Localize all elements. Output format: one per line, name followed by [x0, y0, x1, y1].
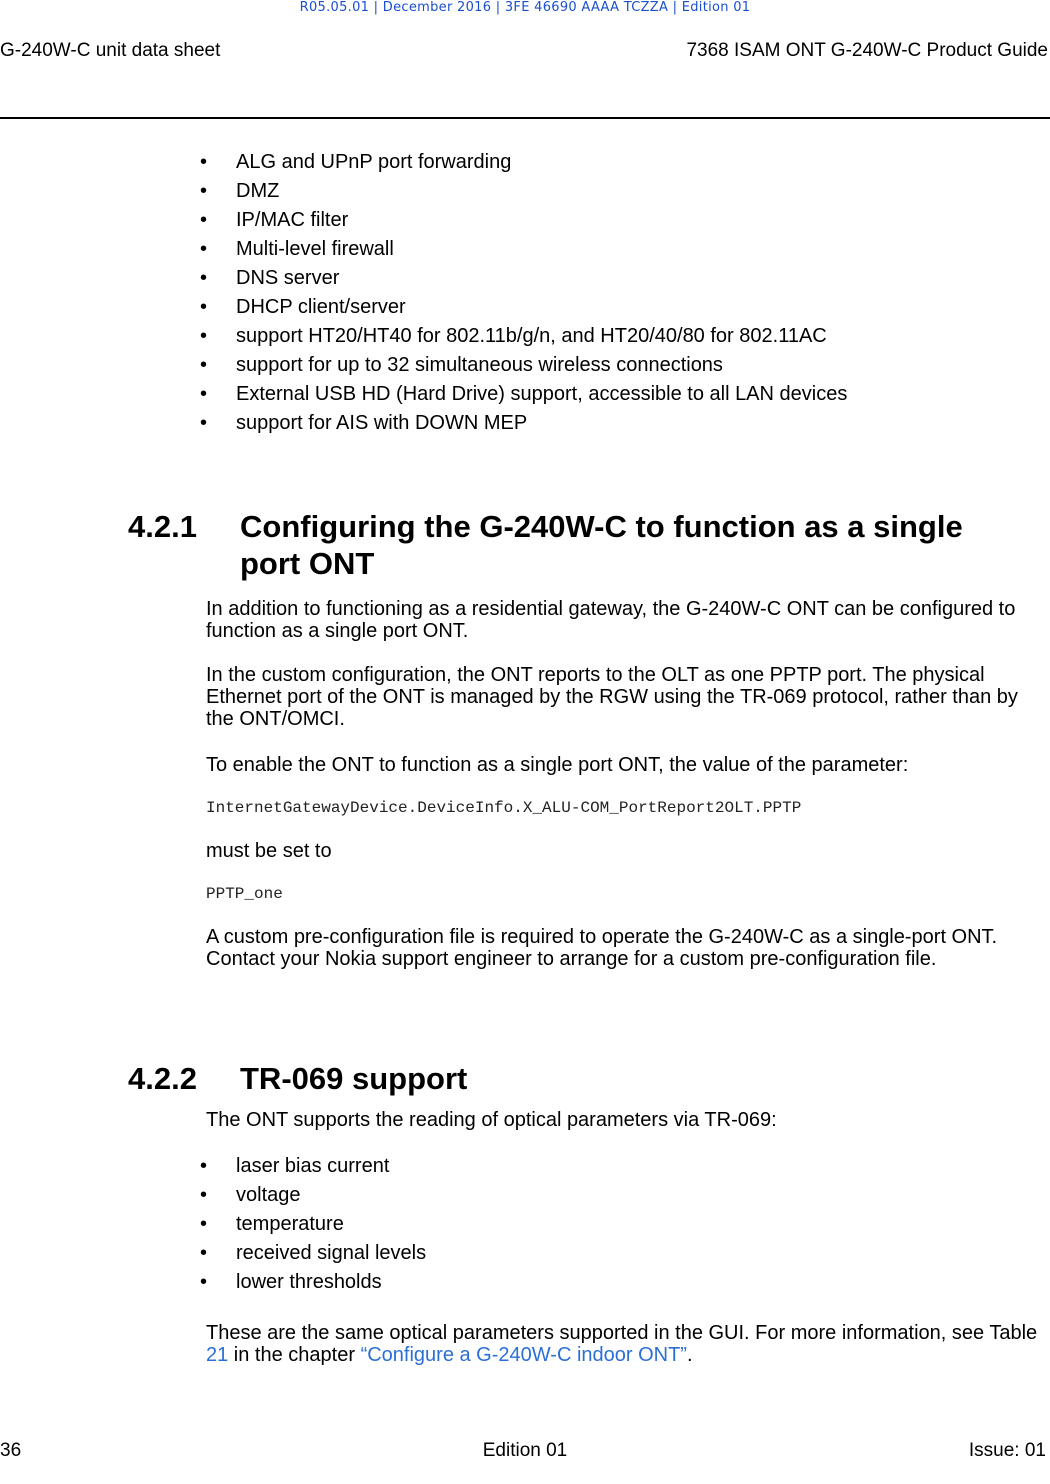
- paragraph: In the custom configuration, the ONT reports to the OLT as one PPTP port. The physical Ethernet port of the ONT is managed by the RGW using the TR-069 protocol, rather than by the ONT/OMCI.: [206, 664, 1018, 730]
- section-number: 4.2.2: [128, 1061, 197, 1096]
- list-item: • temperature: [200, 1210, 1040, 1239]
- list-item: • support for AIS with DOWN MEP: [200, 409, 1040, 438]
- section-heading-number: 4.2.1: [128, 509, 197, 544]
- header-right-title: 7368 ISAM ONT G-240W-C Product Guide: [686, 40, 1048, 61]
- section-heading: [128, 1060, 467, 1097]
- list-item: • lower thresholds: [200, 1268, 1040, 1297]
- list-item: • ALG and UPnP port forwarding: [200, 148, 1040, 177]
- section-title: TR-069 support: [240, 1061, 468, 1096]
- header-left-title: G-240W-C unit data sheet: [0, 40, 221, 61]
- paragraph: A custom pre-configuration file is required to operate the G-240W-C as a single-port ONT. Contact your Nokia support engineer to arrange for a custom pre-configuration file.: [206, 926, 998, 970]
- paragraph: In addition to functioning as a residential gateway, the G-240W-C ONT can be configured to function as a single port ONT.: [206, 598, 1016, 642]
- bullet-icon: •: [200, 1184, 208, 1206]
- paragraph: The ONT supports the reading of optical parameters via TR-069:: [206, 1109, 777, 1131]
- paragraph: must be set to: [206, 840, 332, 862]
- bullet-icon: •: [200, 1155, 208, 1177]
- bullet-icon: •: [200, 180, 208, 202]
- paragraph: To enable the ONT to function as a single port ONT, the value of the parameter:: [206, 754, 909, 776]
- list-item: • support for up to 32 simultaneous wireless connections: [200, 351, 1040, 380]
- list-item: • DMZ: [200, 177, 1040, 206]
- bullet-icon: •: [200, 296, 208, 318]
- parameter-code: InternetGatewayDevice.DeviceInfo.X_ALU-COM_PortReport2OLT.PPTP: [206, 799, 802, 817]
- list-item: • received signal levels: [200, 1239, 1040, 1268]
- bullet-icon: •: [200, 1271, 208, 1293]
- footer-edition: Edition 01: [482, 1440, 568, 1461]
- list-item: • voltage: [200, 1181, 1040, 1210]
- bullet-icon: •: [200, 383, 208, 405]
- parameter-value-code: PPTP_one: [206, 885, 283, 903]
- feature-list: [200, 148, 1040, 438]
- list-item: • External USB HD (Hard Drive) support, accessible to all LAN devices: [200, 380, 1040, 409]
- bullet-icon: •: [200, 209, 208, 231]
- list-item: • DHCP client/server: [200, 293, 1040, 322]
- bullet-icon: •: [200, 238, 208, 260]
- list-item: • Multi-level firewall: [200, 235, 1040, 264]
- list-item: • DNS server: [200, 264, 1040, 293]
- list-item: • laser bias current: [200, 1152, 1040, 1181]
- bullet-icon: •: [200, 151, 208, 173]
- bullet-icon: •: [200, 325, 208, 347]
- document-release-stamp: R05.05.01 | December 2016 | 3FE 46690 AAAA TCZZA | Edition 01: [299, 0, 751, 15]
- list-item: • support HT20/HT40 for 802.11b/g/n, and HT20/40/80 for 802.11AC: [200, 322, 1040, 351]
- section-heading-title: Configuring the G-240W-C to function as a single port ONT: [240, 509, 963, 581]
- bullet-icon: •: [200, 1242, 208, 1264]
- table-reference-link[interactable]: 21: [206, 1344, 229, 1366]
- footer-issue: Issue: 01: [968, 1440, 1046, 1461]
- bullet-icon: •: [200, 1213, 208, 1235]
- optical-parameter-list: [200, 1152, 1040, 1297]
- page-number: 36: [0, 1440, 22, 1461]
- chapter-reference-link[interactable]: “Configure a G-240W-C indoor ONT”: [360, 1344, 687, 1366]
- list-item: • IP/MAC filter: [200, 206, 1040, 235]
- bullet-icon: •: [200, 354, 208, 376]
- closing-paragraph: These are the same optical parameters supported in the GUI. For more information, see Table 21 in the chapter “Configure a G-240W-C indoor ONT”.: [206, 1322, 1038, 1366]
- bullet-icon: •: [200, 412, 208, 434]
- header-divider: [0, 117, 1050, 119]
- bullet-icon: •: [200, 267, 208, 289]
